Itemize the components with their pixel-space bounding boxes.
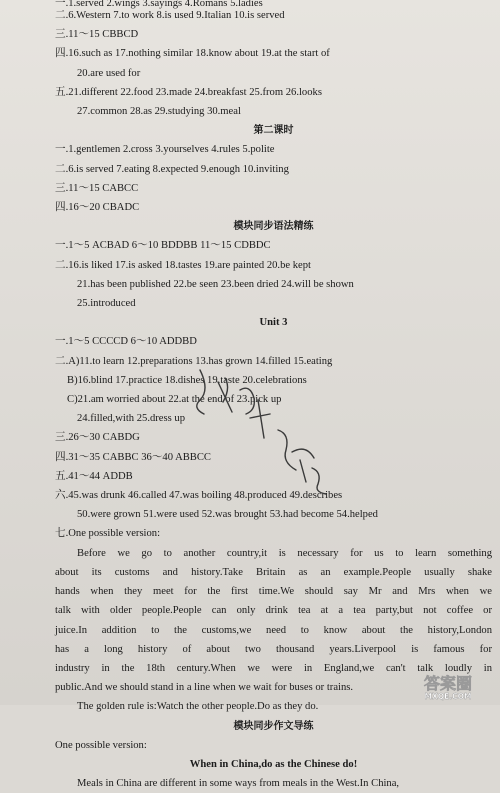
answer-line: 一.1.gentlemen 2.cross 3.yourselves 4.rules 5.polite [55, 144, 275, 156]
answer-line: 一.1～5 ACBAD 6～10 BDDBB 11～15 CDBDC [55, 240, 271, 252]
answer-line: B)16.blind 17.practice 18.dishes 19.taste 20.celebrations [67, 374, 307, 386]
writing-intro: One possible version: [55, 739, 147, 751]
answer-line: 20.are used for [77, 67, 141, 79]
answer-line: 一.1～5 CCCCD 6～10 ADDBD [55, 336, 197, 348]
writing-title: When in China,do as the Chinese do! [189, 758, 358, 770]
answer-line: 第二课时 [253, 125, 294, 137]
watermark-text: 答案圈 [423, 674, 473, 693]
answer-line: 21.has been published 22.be seen 23.been dried 24.will be shown [77, 278, 354, 290]
section-heading-writing: 模块同步作文导练 [233, 720, 314, 732]
handwritten-scribble [180, 360, 350, 500]
answer-line: 50.were grown 51.were used 52.was brought 53.had become 54.helped [77, 509, 378, 521]
essay-line: industry in the 18th century.When we were in England,we can't talk loudly in [55, 662, 492, 674]
answer-line: 四.31～35 CABBC 36～40 ABBCC [55, 451, 211, 463]
answer-line: C)21.am worried about 22.at the end of 23.pick up [67, 394, 282, 406]
essay-line: hands when they meet for the first time.We should say Mr and Mrs when we [55, 586, 492, 598]
answer-line: 三.11～15 CABCC [55, 182, 139, 194]
answer-line: 二.6.is served 7.eating 8.expected 9.enough 10.inviting [55, 163, 289, 175]
essay-line: public.And we should stand in a line when we wait for buses or trains. [55, 682, 354, 694]
writing-first-line: Meals in China are different in some ways from meals in the West.In China, [77, 778, 400, 790]
answer-line: 四.16～20 CBADC [55, 202, 140, 214]
answer-line: 模块同步语法精练 [233, 221, 314, 233]
watermark-logo [404, 673, 492, 701]
essay-line: about its customs and history.Take Britain as an example.People usually shake [55, 566, 492, 578]
answer-line: 四.16.such as 17.nothing similar 18.know about 19.at the start of [55, 48, 330, 60]
essay-line: has a long history of about two thousand years.Liverpool is famous for [55, 643, 492, 655]
watermark-url: MXQE.COM [424, 692, 472, 701]
answer-line: Unit 3 [259, 317, 288, 329]
answer-line: 六.45.was drunk 46.called 47.was boiling 48.produced 49.describes [55, 490, 343, 502]
answer-line: 三.11～15 CBBCD [55, 29, 139, 41]
answer-line: 24.filled,with 25.dress up [77, 413, 185, 425]
answer-line: 七.One possible version: [55, 528, 161, 540]
essay-line: talk with older people.People can only drink tea at a tea party,but not coffee or [55, 605, 492, 617]
essay-line: Before we go to another country,it is necessary for us to learn something [77, 547, 492, 559]
answer-line: 五.41～44 ADDB [55, 470, 133, 482]
answer-line: 五.21.different 22.food 23.made 24.breakfast 25.from 26.looks [55, 86, 322, 98]
answer-line: 二.6.Western 7.to work 8.is used 9.Italian 10.is served [55, 10, 285, 21]
answer-line: 25.introduced [77, 298, 136, 310]
golden-rule: The golden rule is:Watch the other people.Do as they do. [77, 701, 319, 713]
answer-line: 二.16.is liked 17.is asked 18.tastes 19.are painted 20.be kept [55, 259, 311, 271]
answer-line: 三.26～30 CABDG [55, 432, 140, 444]
essay-line: juice.In addition to the customs,we need to know about the history,London [55, 624, 492, 636]
top-cut-line: 一.1.served 2.wings 3.sayings 4.Romans 5.ladies [55, 0, 263, 9]
answer-line: 27.common 28.as 29.studying 30.meal [77, 106, 241, 118]
answer-line: 二.A)11.to learn 12.preparations 13.has grown 14.filled 15.eating [55, 355, 333, 367]
